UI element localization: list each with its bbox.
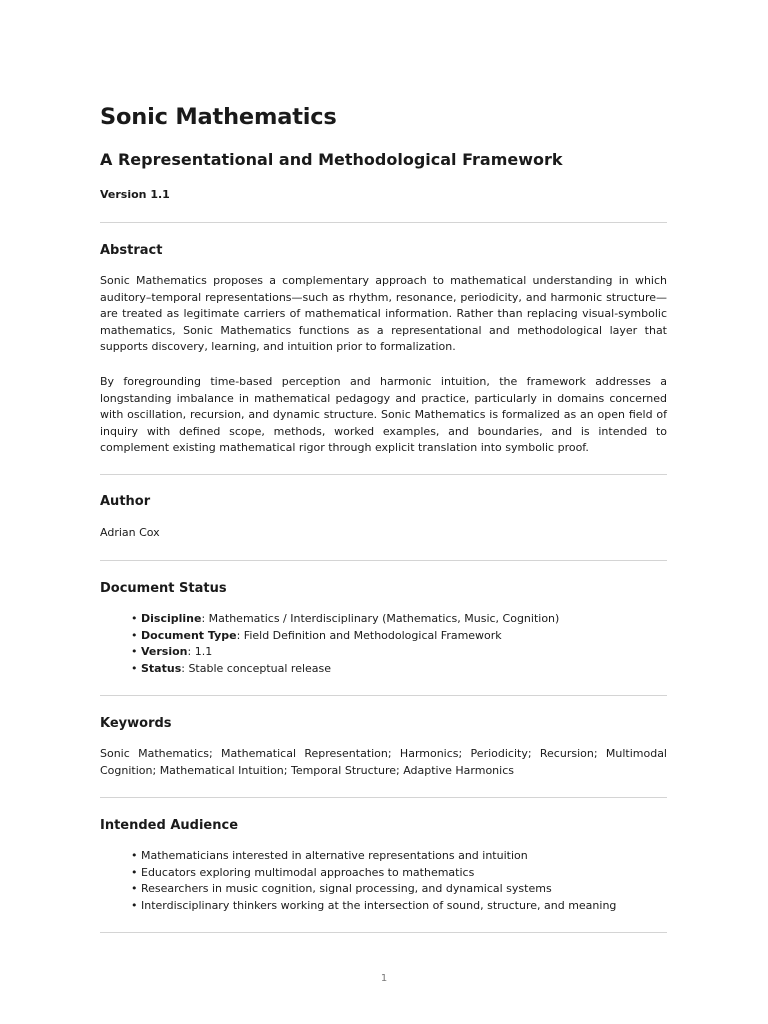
- abstract-paragraph-2: By foregrounding time-based perception and harmonic intuition, the framework addresses a longstanding imbalance in mathematical pedagogy and practice, particularly in domains concerned with oscillation, recursion, and dynamic structure. Sonic Mathematics is formalized as an open field of inquiry with defined scope, methods, worked examples, and boundaries, and is intended to complement existing mathematical rigor through explicit translation into symbolic proof.: [100, 375, 667, 455]
- divider: [100, 474, 667, 475]
- keywords-heading: Keywords: [100, 716, 172, 731]
- divider: [100, 695, 667, 696]
- list-item: [131, 644, 559, 661]
- list-item: • Educators exploring multimodal approaches to mathematics: [131, 865, 616, 882]
- status-item-label: Document Type: [141, 628, 237, 642]
- divider: [100, 222, 667, 223]
- divider: [100, 932, 667, 933]
- audience-list: [131, 848, 616, 914]
- status-item-value: : Stable conceptual release: [181, 661, 332, 675]
- document-subtitle: A Representational and Methodological Framework: [100, 150, 563, 169]
- list-item: • Researchers in music cognition, signal processing, and dynamical systems: [131, 881, 616, 898]
- list-item: • Mathematicians interested in alternative representations and intuition: [131, 848, 616, 865]
- document-title: Sonic Mathematics: [100, 104, 337, 130]
- audience-heading: Intended Audience: [100, 818, 239, 833]
- divider: [100, 560, 667, 561]
- status-item-value: : Field Definition and Methodological Framework: [236, 628, 502, 642]
- version-label: Version 1.1: [100, 188, 170, 201]
- list-item: [131, 611, 559, 628]
- divider: [100, 797, 667, 798]
- abstract-heading: Abstract: [100, 243, 163, 258]
- status-item-value: : Mathematics / Interdisciplinary (Mathematics, Music, Cognition): [201, 612, 560, 625]
- list-item: • Interdisciplinary thinkers working at the intersection of sound, structure, and meaning: [131, 898, 616, 915]
- author-name: Adrian Cox: [100, 526, 160, 539]
- status-item-label: Version: [141, 645, 188, 659]
- page-number: 1: [380, 973, 388, 984]
- abstract-paragraph-1: Sonic Mathematics proposes a complementary approach to mathematical understanding in which auditory–temporal representations—such as rhythm, resonance, periodicity, and harmonic structure—are treated as legitimate carriers of mathematical information. Rather than replacing visual-symbolic mathematics, Sonic Mathematics functions as a representational and methodological layer that supports discovery, learning, and intuition prior to formalization.: [100, 274, 667, 354]
- status-item-label: Discipline: [141, 612, 202, 625]
- document-status-list: [131, 611, 559, 677]
- status-item-label: Status: [141, 661, 182, 675]
- status-item-value: : 1.1: [187, 645, 213, 659]
- list-item: [131, 661, 559, 678]
- list-item: [131, 628, 559, 645]
- keywords-text: Sonic Mathematics; Mathematical Representation; Harmonics; Periodicity; Recursion; Multimodal Cognition; Mathematical Intuition; Temporal Structure; Adaptive Harmonics: [100, 747, 667, 777]
- document-status-heading: Document Status: [100, 581, 227, 596]
- author-heading: Author: [100, 494, 151, 509]
